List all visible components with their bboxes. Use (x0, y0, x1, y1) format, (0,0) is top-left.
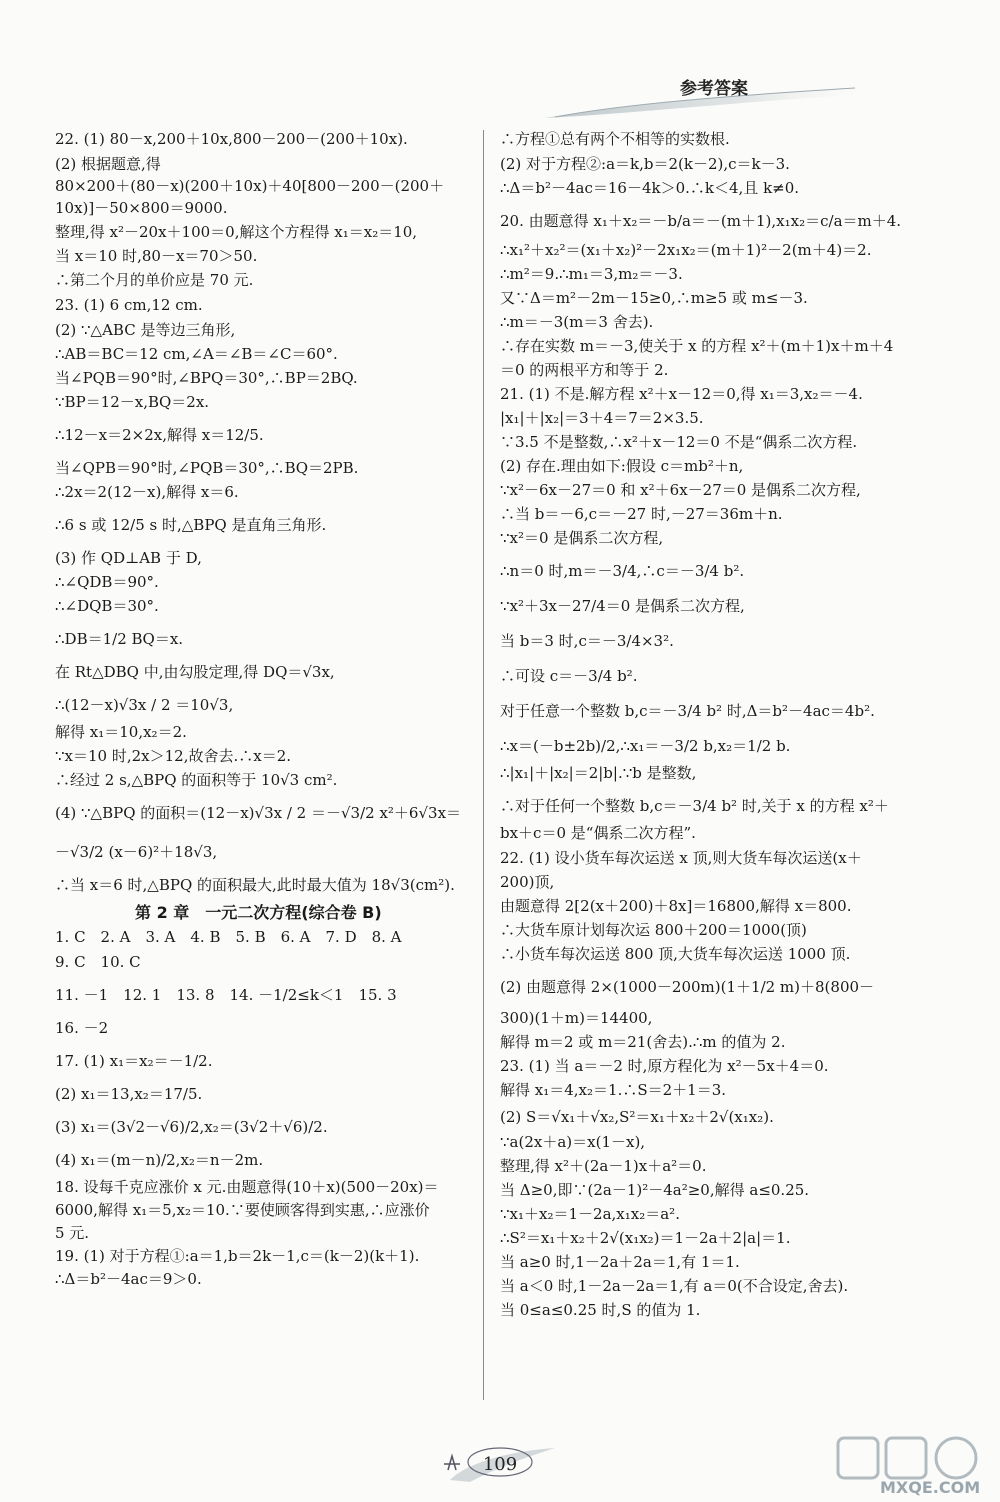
answer-line: ∴S²＝x₁＋x₂＋2√(x₁x₂)＝1－2a＋2|a|＝1. (500, 1229, 791, 1247)
column-divider (483, 130, 484, 1400)
answer-line: ∴∠DQB＝30°. (55, 597, 159, 615)
answer-line: 19. (1) 对于方程①:a＝1,b＝2k－1,c＝(k－2)(k＋1). (55, 1247, 420, 1265)
answer-line: 当 b＝3 时,c＝－3/4×3². (500, 632, 674, 650)
answer-line: 当 x＝10 时,80－x＝70＞50. (55, 247, 258, 265)
answer-line: ∵x₁＋x₂＝1－2a,x₁x₂＝a². (500, 1205, 680, 1223)
answer-line: 9. C 10. C (55, 953, 141, 971)
answer-line: (2) ∵△ABC 是等边三角形, (55, 321, 236, 339)
answer-line: 又∵Δ＝m²－2m－15≥0,∴m≥5 或 m≤－3. (500, 289, 808, 307)
answer-line: 16. －2 (55, 1019, 109, 1037)
answer-line: |x₁|＋|x₂|＝3＋4＝7＝2×3.5. (500, 409, 704, 427)
answer-line: 当 a≥0 时,1－2a＋2a＝1,有 1＝1. (500, 1253, 740, 1271)
answer-line: 6000,解得 x₁＝5,x₂＝10.∵要使顾客得到实惠,∴应涨价 (55, 1201, 430, 1219)
answer-line: ∴|x₁|＋|x₂|＝2|b|.∵b 是整数, (500, 764, 697, 782)
answer-line: 解得 x₁＝4,x₂＝1.∴S＝2＋1＝3. (500, 1081, 727, 1099)
watermark-text: MXQE.COM (880, 1478, 981, 1497)
left-column (55, 130, 467, 1289)
answer-line: －√3/2 (x－6)²＋18√3, (55, 843, 218, 861)
answer-line: ∵3.5 不是整数,∴x²＋x－12＝0 不是“偶系二次方程. (500, 433, 858, 451)
answer-line: ∴方程①总有两个不相等的实数根. (500, 130, 730, 148)
answer-line: 解得 m＝2 或 m＝21(舍去).∴m 的值为 2. (500, 1033, 786, 1051)
answer-line: 在 Rt△DBQ 中,由勾股定理,得 DQ＝√3x, (55, 663, 335, 681)
answer-line: ∵BP＝12－x,BQ＝2x. (55, 393, 210, 411)
answer-line: (2) 对于方程②:a＝k,b＝2(k－2),c＝k－3. (500, 155, 790, 173)
answer-line: ∴存在实数 m＝－3,使关于 x 的方程 x²＋(m＋1)x＋m＋4 (500, 337, 894, 355)
answer-line: ∴n＝0 时,m＝－3/4,∴c＝－3/4 b². (500, 562, 745, 580)
answer-line: ∴第二个月的单价应是 70 元. (55, 271, 254, 289)
answer-line: (3) 作 QD⊥AB 于 D, (55, 549, 202, 567)
answer-line: 5 元. (55, 1224, 90, 1242)
answer-line: (2) 由题意得 2×(1000－200m)(1＋1/2 m)＋8(800－ (500, 978, 875, 996)
answer-line: ∴12－x＝2×2x,解得 x＝12/5. (55, 426, 264, 444)
answer-line: ∴∠QDB＝90°. (55, 573, 159, 591)
answer-line: ∵x＝10 时,2x＞12,故舍去.∴x＝2. (55, 747, 292, 765)
answer-line: ∵a(2x＋a)＝x(1－x), (500, 1133, 646, 1151)
answer-line: ∴x＝(－b±2b)/2,∴x₁＝－3/2 b,x₂＝1/2 b. (500, 737, 791, 755)
answer-line: ∴Δ＝b²－4ac＝16－4k＞0.∴k＜4,且 k≠0. (500, 179, 800, 197)
answer-line: ＝0 的两根平方和等于 2. (500, 361, 669, 379)
answer-line: 300)(1＋m)＝14400, (500, 1009, 653, 1027)
answer-line: 20. 由题意得 x₁＋x₂＝－b/a＝－(m＋1),x₁x₂＝c/a＝m＋4. (500, 212, 902, 230)
answer-line: 当 Δ≥0,即∵(2a－1)²－4a²≥0,解得 a≤0.25. (500, 1181, 810, 1199)
answer-line: 23. (1) 6 cm,12 cm. (55, 296, 203, 314)
answer-line: (2) S＝√x₁＋√x₂,S²＝x₁＋x₂＋2√(x₁x₂). (500, 1108, 774, 1126)
answer-line: 17. (1) x₁＝x₂＝－1/2. (55, 1052, 213, 1070)
answer-line: 11. －1 12. 1 13. 8 14. －1/2≤k＜1 15. 3 (55, 986, 397, 1004)
answer-line: (2) x₁＝13,x₂＝17/5. (55, 1085, 203, 1103)
answer-line: 当 0≤a≤0.25 时,S 的值为 1. (500, 1301, 701, 1319)
answer-line: 解得 x₁＝10,x₂＝2. (55, 723, 187, 741)
answer-line: ∴DB＝1/2 BQ＝x. (55, 630, 184, 648)
answer-line: 21. (1) 不是.解方程 x²＋x－12＝0,得 x₁＝3,x₂＝－4. (500, 385, 863, 403)
answer-line: ∴6 s 或 12/5 s 时,△BPQ 是直角三角形. (55, 516, 327, 534)
answer-line: ∴m²＝9.∴m₁＝3,m₂＝－3. (500, 265, 683, 283)
answer-line: 22. (1) 设小货车每次运送 x 顶,则大货车每次运送(x＋ (500, 849, 862, 867)
answer-line: (3) x₁＝(3√2－√6)/2,x₂＝(3√2＋√6)/2. (55, 1118, 328, 1136)
answer-line: 80×200＋(80－x)(200＋10x)＋40[800－200－(200＋ (55, 177, 445, 195)
answer-line: 整理,得 x²－20x＋100＝0,解这个方程得 x₁＝x₂＝10, (55, 223, 418, 241)
answer-line: ∴大货车原计划每次运 800＋200＝1000(顶) (500, 921, 807, 939)
answer-line: 整理,得 x²＋(2a－1)x＋a²＝0. (500, 1157, 707, 1175)
page-header-title: 参考答案 (680, 79, 748, 99)
answer-line: ∵x²－6x－27＝0 和 x²＋6x－27＝0 是偶系二次方程, (500, 481, 861, 499)
answer-line: 200)顶, (500, 873, 555, 891)
answer-line: ∴当 b＝－6,c＝－27 时,－27＝36m＋n. (500, 505, 783, 523)
answer-line: ∴经过 2 s,△BPQ 的面积等于 10√3 cm². (55, 771, 338, 789)
answer-line: (2) 根据题意,得 (55, 155, 161, 173)
answer-line: ∴(12－x)√3x / 2 ＝10√3, (55, 696, 234, 714)
answer-line: ∴m＝－3(m＝3 舍去). (500, 313, 654, 331)
chapter-heading: 第 2 章 一元二次方程(综合卷 B) (135, 903, 382, 922)
answer-line: (4) x₁＝(m－n)/2,x₂＝n－2m. (55, 1151, 264, 1169)
answer-line: ∴2x＝2(12－x),解得 x＝6. (55, 483, 239, 501)
answer-line: 10x)]－50×800＝9000. (55, 199, 228, 217)
answer-line: ∴AB＝BC＝12 cm,∠A＝∠B＝∠C＝60°. (55, 345, 338, 363)
answer-line: ∴可设 c＝－3/4 b². (500, 667, 638, 685)
answer-line: ∴对于任何一个整数 b,c＝－3/4 b² 时,关于 x 的方程 x²＋ (500, 797, 889, 815)
answer-line: 1. C 2. A 3. A 4. B 5. B 6. A 7. D 8. A (55, 928, 402, 946)
right-column (500, 130, 920, 1320)
answer-line: 当∠PQB＝90°时,∠BPQ＝30°,∴BP＝2BQ. (55, 369, 358, 387)
answer-line: (2) 存在.理由如下:假设 c＝mb²＋n, (500, 457, 744, 475)
answer-line: bx＋c＝0 是“偶系二次方程”. (500, 824, 696, 842)
answer-line: 当∠QPB＝90°时,∠PQB＝30°,∴BQ＝2PB. (55, 459, 359, 477)
answer-line: 对于任意一个整数 b,c＝－3/4 b² 时,Δ＝b²－4ac＝4b². (500, 702, 875, 720)
answer-line: ∴小货车每次运送 800 顶,大货车每次运送 1000 顶. (500, 945, 851, 963)
answer-line: ∴当 x＝6 时,△BPQ 的面积最大,此时最大值为 18√3(cm²). (55, 876, 455, 894)
answer-line: 22. (1) 80－x,200＋10x,800－200－(200＋10x). (55, 130, 408, 148)
answer-line: 23. (1) 当 a＝－2 时,原方程化为 x²－5x＋4＝0. (500, 1057, 829, 1075)
page-number: 109 (482, 1454, 518, 1475)
answer-line: ∴x₁²＋x₂²＝(x₁＋x₂)²－2x₁x₂＝(m＋1)²－2(m＋4)＝2. (500, 241, 872, 259)
answer-line: ∵x²＋3x－27/4＝0 是偶系二次方程, (500, 597, 745, 615)
answer-line: 由题意得 2[2(x＋200)＋8x]＝16800,解得 x＝800. (500, 897, 852, 915)
answer-line: 18. 设每千克应涨价 x 元.由题意得(10＋x)(500－20x)＝ (55, 1178, 439, 1196)
answer-line: 当 a＜0 时,1－2a－2a＝1,有 a＝0(不合设定,舍去). (500, 1277, 849, 1295)
answer-line: ∴Δ＝b²－4ac＝9＞0. (55, 1270, 202, 1288)
answer-line: (4) ∵△BPQ 的面积＝(12－x)√3x / 2 ＝－√3/2 x²＋6√3x＝ (55, 804, 462, 822)
answer-line: ∵x²＝0 是偶系二次方程, (500, 529, 664, 547)
